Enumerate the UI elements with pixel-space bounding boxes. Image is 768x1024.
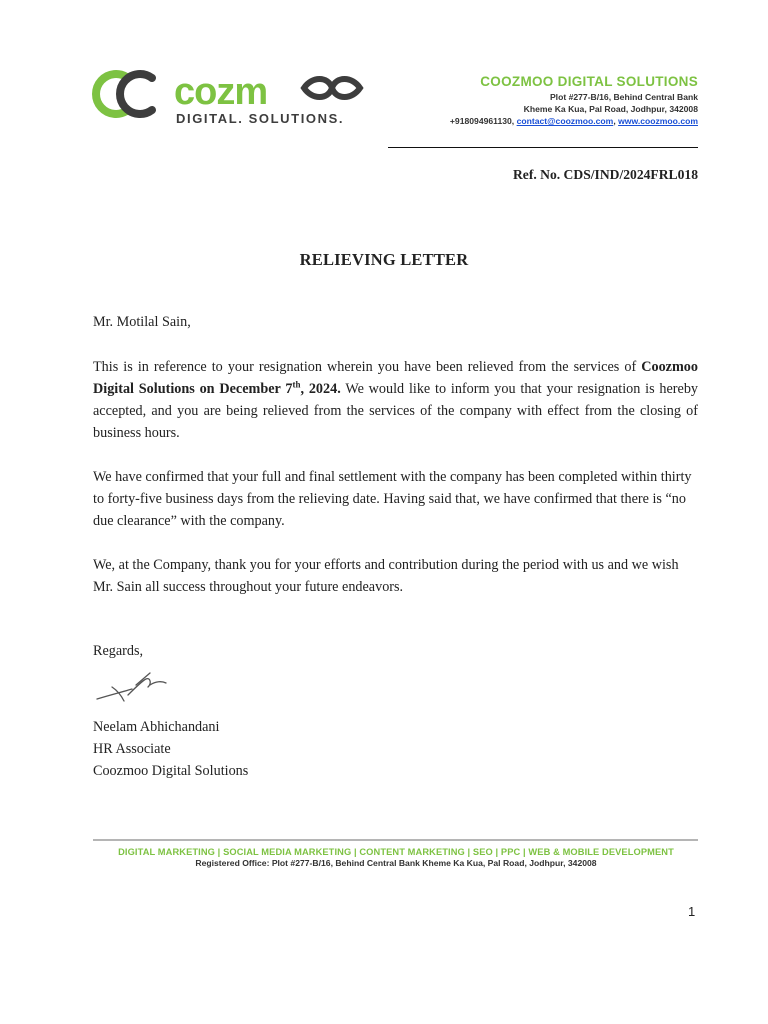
address-line-1: Plot #277-B/16, Behind Central Bank [549, 92, 698, 102]
logo-infinity [304, 79, 360, 97]
paragraph-2: We have confirmed that your full and final settlement with the company has been completed within thirty to forty-five business days from the relieving date. Having said that, we have confirmed that there is “no due clearance” with the company. [93, 469, 692, 529]
p1-bold: Coozmoo Digital Solutions on December 7 [93, 359, 698, 397]
footer-divider [93, 839, 698, 841]
p1-rest: We would like to inform you that your resignation is hereby accepted, and you are being relieved from the services of the company with effect from the closing of business hours. [93, 381, 699, 441]
footer-registered-office: Registered Office: Plot #277-B/16, Behind Central Bank Kheme Ka Kua, Pal Road, Jodhpur, 342008 [195, 858, 597, 868]
logo-tagline: DIGITAL. SOLUTIONS. [176, 111, 345, 126]
page-number: 1 [688, 904, 696, 919]
contact-separator: , [613, 116, 616, 126]
footer-services: DIGITAL MARKETING | SOCIAL MEDIA MARKETING | CONTENT MARKETING | SEO | PPC | WEB & MOBILE DEVELOPMENT [118, 847, 674, 857]
company-logo [86, 66, 386, 128]
signer-title: HR Associate [93, 741, 171, 757]
closing: Regards, [93, 643, 144, 659]
signer-company: Coozmoo Digital Solutions [93, 763, 249, 779]
p1-superscript: th [292, 379, 301, 390]
company-name: COOZMOO DIGITAL SOLUTIONS [480, 74, 698, 89]
p1-bold-end: , 2024. [300, 381, 341, 397]
email-link[interactable]: contact@coozmoo.com [516, 116, 614, 126]
signer-name: Neelam Abhichandani [93, 719, 220, 735]
p1-intro: This is in reference to your resignation wherein you have been relieved from the services of [93, 359, 642, 375]
company-info [450, 74, 698, 127]
logo-wordmark: cozm [174, 71, 268, 113]
paragraph-3: We, at the Company, thank you for your efforts and contribution during the period with us and we wish Mr. Sain all success throughout your future endeavors. [93, 557, 679, 595]
phone-number: +918094961130, [449, 116, 515, 126]
signature-block [93, 716, 248, 782]
signature-image [92, 665, 187, 709]
header-divider [388, 147, 698, 148]
logo-c-inner [120, 74, 152, 114]
letter-title: RELIEVING LETTER [299, 250, 469, 269]
reference-number: Ref. No. CDS/IND/2024FRL018 [512, 167, 698, 182]
contact-line [450, 115, 698, 127]
paragraph-1 [93, 356, 698, 444]
website-link[interactable]: www.coozmoo.com [618, 116, 698, 126]
address-line-2: Kheme Ka Kua, Pal Road, Jodhpur, 342008 [523, 104, 698, 114]
salutation: Mr. Motilal Sain, [93, 314, 191, 330]
